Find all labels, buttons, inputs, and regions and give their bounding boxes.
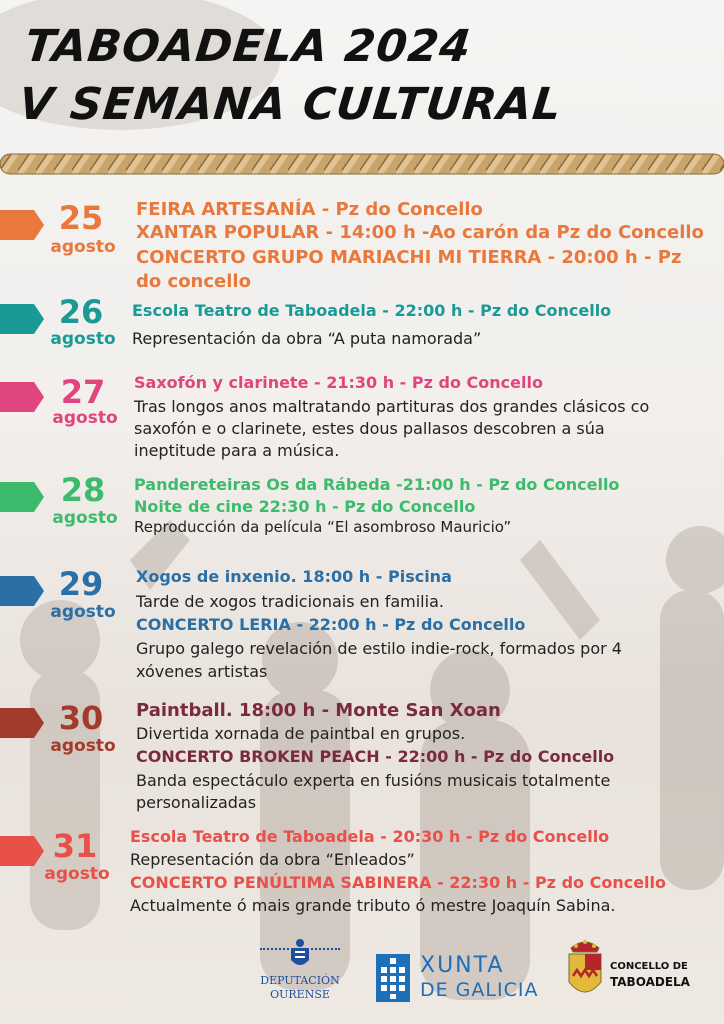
- day-month: agosto: [50, 237, 116, 257]
- event-line: ineptitude para a música.: [134, 441, 340, 460]
- day-number: 28: [60, 471, 106, 509]
- rope-divider: [0, 146, 724, 180]
- event-line: CONCERTO PENÚLTIMA SABINERA - 22:30 h - Pz do Concello: [130, 873, 666, 892]
- event-line: Saxofón y clarinete - 21:30 h - Pz do Concello: [134, 373, 543, 392]
- arrow-flag-icon: [0, 708, 44, 738]
- day-month: agosto: [44, 864, 110, 884]
- arrow-flag-icon: [0, 382, 44, 412]
- event-line: Xogos de inxenio. 18:00 h - Piscina: [136, 567, 452, 586]
- poster-title-line1: TABOADELA 2024: [22, 21, 474, 72]
- day-number: 30: [58, 699, 104, 737]
- concello-line1: CONCELLO DE: [610, 961, 688, 972]
- event-line: Pandereteiras Os da Rábeda -21:00 h - Pz do Concello: [134, 475, 620, 494]
- day-month: agosto: [52, 408, 118, 428]
- concello-line2: TABOADELA: [610, 975, 690, 989]
- event-line: Grupo galego revelación de estilo indie-rock, formados por 4: [136, 639, 622, 658]
- day-month: agosto: [50, 329, 116, 349]
- concello-taboadela-logo: [566, 936, 716, 1006]
- xunta-emblem-icon: [376, 954, 410, 1002]
- xunta-line1: XUNTA: [420, 953, 505, 978]
- event-line: Escola Teatro de Taboadela - 20:30 h - Pz do Concello: [130, 827, 610, 846]
- event-line: Escola Teatro de Taboadela - 22:00 h - Pz do Concello: [132, 301, 612, 320]
- poster-title-line2: V SEMANA CULTURAL: [16, 79, 565, 130]
- arrow-flag-icon: [0, 836, 44, 866]
- coat-of-arms-icon: [289, 938, 311, 970]
- day-month: agosto: [52, 508, 118, 528]
- xunta-de-galicia-logo: [376, 954, 556, 1004]
- event-line: personalizadas: [136, 793, 257, 812]
- sponsor-logos: [0, 936, 724, 1016]
- event-line: Paintball. 18:00 h - Monte San Xoan: [136, 700, 501, 721]
- event-line: xóvenes artistas: [136, 662, 268, 681]
- arrow-flag-icon: [0, 482, 44, 512]
- poster-title: [16, 18, 571, 134]
- day-number: 27: [60, 373, 106, 411]
- day-number: 25: [58, 199, 104, 237]
- event-line: CONCERTO BROKEN PEACH - 22:00 h - Pz do Concello: [136, 747, 615, 766]
- event-line: Reproducción da película “El asombroso Mauricio”: [134, 518, 512, 536]
- arrow-flag-icon: [0, 576, 44, 606]
- event-line: Representación da obra “Enleados”: [130, 850, 415, 869]
- event-line: do concello: [136, 271, 251, 292]
- day-number: 29: [58, 565, 104, 603]
- deputacion-ourense-logo: [254, 942, 346, 1002]
- event-line: Actualmente ó mais grande tributo ó mestre Joaquín Sabina.: [130, 896, 616, 915]
- day-number: 26: [58, 293, 104, 331]
- xunta-line2: DE GALICIA: [420, 979, 539, 1001]
- event-line: FEIRA ARTESANÍA - Pz do Concello: [136, 199, 483, 220]
- day-number: 31: [52, 827, 98, 865]
- deputacion-line2: OURENSE: [270, 988, 330, 1001]
- event-line: CONCERTO GRUPO MARIACHI MI TIERRA - 20:00 h - Pz: [136, 247, 682, 268]
- day-month: agosto: [50, 736, 116, 756]
- event-line: Tras longos anos maltratando partituras dos grandes clásicos co: [134, 397, 650, 416]
- arrow-flag-icon: [0, 210, 44, 240]
- event-line: Banda espectáculo experta en fusións musicais totalmente: [136, 771, 611, 790]
- event-line: Divertida xornada de paintbal en grupos.: [136, 724, 466, 743]
- event-line: CONCERTO LERIA - 22:00 h - Pz do Concello: [136, 615, 526, 634]
- municipal-shield-icon: [566, 936, 604, 1002]
- deputacion-line1: DEPUTACIÓN: [260, 974, 340, 987]
- arrow-flag-icon: [0, 304, 44, 334]
- event-line: XANTAR POPULAR - 14:00 h -Ao carón da Pz do Concello: [136, 222, 704, 243]
- event-line: Tarde de xogos tradicionais en familia.: [136, 592, 444, 611]
- day-month: agosto: [50, 602, 116, 622]
- event-line: Representación da obra “A puta namorada”: [132, 329, 482, 348]
- event-line: saxofón e o clarinete, estes dous pallasos descobren a súa: [134, 419, 605, 438]
- event-line: Noite de cine 22:30 h - Pz do Concello: [134, 497, 476, 516]
